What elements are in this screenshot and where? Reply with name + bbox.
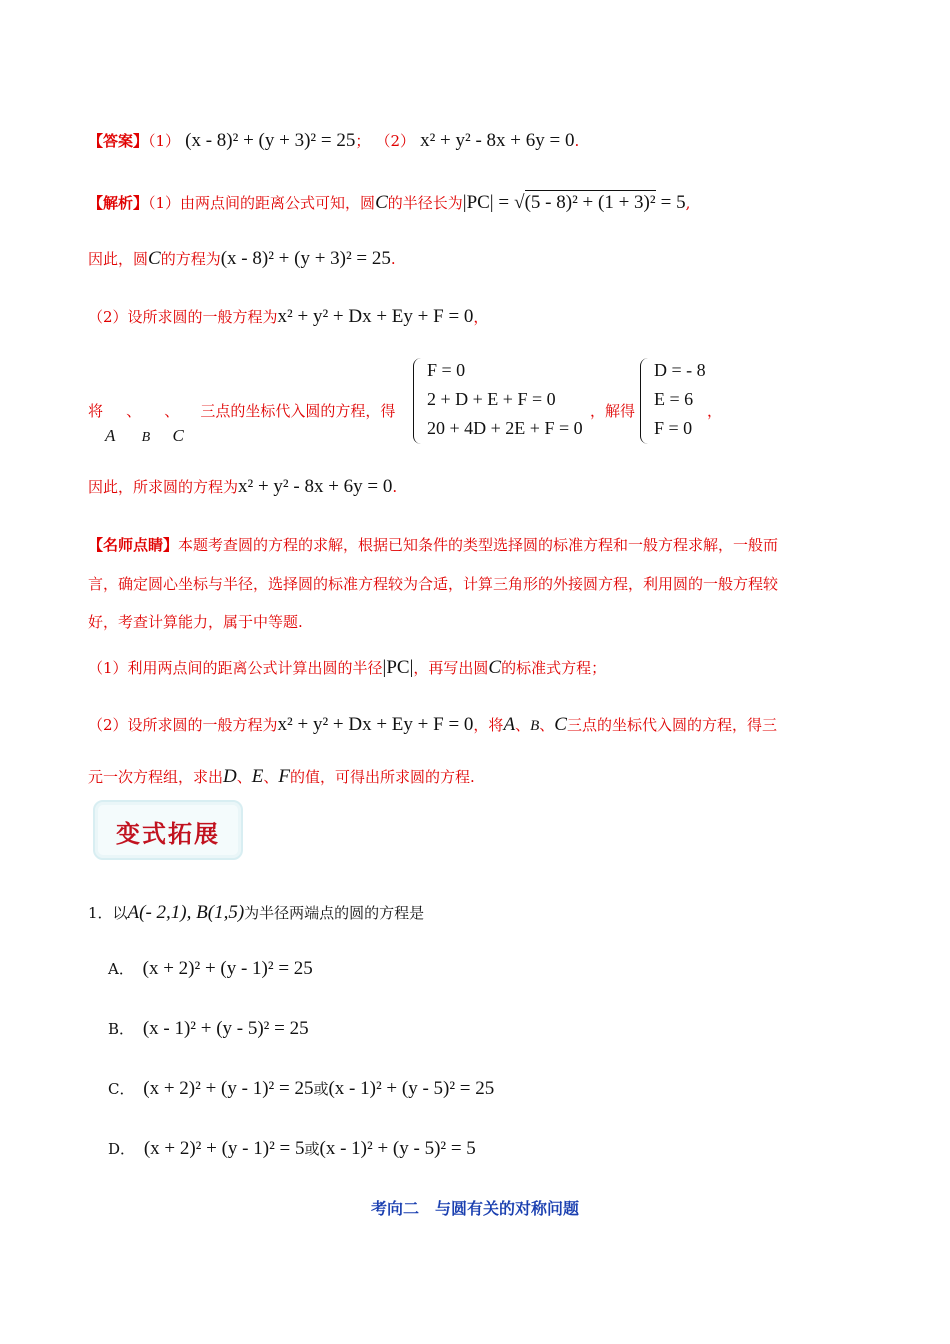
question-text: 为半径两端点的圆的方程是 [244,904,425,922]
tip-l1: 本题考查圆的方程的求解，根据已知条件的类型选择圆的标准方程和一般方程求解，一般而 [178,536,779,554]
option-b[interactable] [108,1018,309,1040]
point-a: A [105,426,116,445]
analysis-l3-eq: x² + y² + Dx + Ey + F = 0 [277,306,474,327]
tip-l6-b: 的值，可得出所求圆的方程. [290,768,475,786]
tip-l5-c: 三点的坐标代入圆的方程，得三 [566,716,777,734]
tip-l6-a: 元一次方程组，求出 [88,768,224,786]
analysis-l5-eq: x² + y² - 8x + 6y = 0 [238,476,393,497]
option-b-label: B． [108,1020,135,1038]
tip-l5-eq: x² + y² + Dx + Ey + F = 0 [277,714,474,735]
tip-l5-sep2: 、 [539,716,555,734]
answer-part1: （1） [148,132,181,150]
analysis-l2-end: . [390,250,396,268]
analysis-l4-a: 将 [88,402,104,420]
option-c-eq2: (x - 1)² + (y - 5)² = 25 [328,1078,495,1099]
answer-line [88,130,579,152]
variant-badge-label: 变式拓展 [116,819,220,848]
tip-l5-c-point: C [554,714,567,735]
system-row-3: 20 + 4D + 2E + F = 0 [427,418,583,438]
tip-l4-b: ，再写出圆 [413,659,489,677]
option-d-eq2: (x - 1)² + (y - 5)² = 5 [319,1138,476,1159]
analysis-l2-b: 的方程为 [160,250,221,268]
point-b: B [141,430,151,445]
answer-eq2: x² + y² - 8x + 6y = 0 [420,130,575,151]
question-number: 1．以 [88,904,128,922]
solution-row-1: D = - 8 [654,360,706,380]
analysis-line-5 [88,476,397,498]
tip-l6-d: D [223,766,237,787]
tip-l6-sep2: 、 [263,768,279,786]
analysis-l2-a: 因此，圆 [88,250,149,268]
system-equations [413,358,593,448]
answer-end: . [574,132,580,150]
solution-row-2: E = 6 [654,389,694,409]
analysis-line-1: 【解析】（1）由两点间的距离公式可知，圆C的半径长为|PC| = √(5 - 8)² + (1 + 3)² = 5, [88,192,691,213]
analysis-l1-sqrt: (5 - 8)² + (1 + 3)² [524,192,656,213]
tip-l4-pc: |PC| [382,657,414,678]
analysis-l5-end: . [392,478,398,496]
system-solution [640,358,710,448]
tip-tag: 【名师点睛】 [88,536,179,554]
tip-l5-b: ，将 [473,716,504,734]
option-a-label: A． [108,960,134,978]
analysis-solve-label: ，解得 [590,402,636,420]
analysis-l4-end: ， [707,402,723,420]
analysis-l1-end: , [685,194,691,212]
analysis-l4-b: 三点的坐标代入圆的方程，得 [200,402,396,420]
option-d-label: D． [108,1140,136,1158]
analysis-line-4 [88,400,395,421]
option-c-eq: (x + 2)² + (y - 1)² = 25 [143,1078,314,1099]
option-d-eq: (x + 2)² + (y - 1)² = 5 [143,1138,305,1159]
solution-row-3: F = 0 [654,418,693,438]
analysis-l4-sep2: 、 [164,402,180,420]
analysis-l1-b: 的半径长为 [387,194,463,212]
analysis-line-3 [88,306,488,328]
analysis-line-2 [88,248,396,270]
tip-line-2: 言，确定圆心坐标与半径，选择圆的标准方程较为合适，计算三角形的外接圆方程，利用圆的一般方程较 [88,575,779,593]
point-c: C [172,426,184,445]
tip-l5-b-point: B [530,718,540,734]
tip-l6-f: F [278,766,290,787]
analysis-l2-eq: (x - 8)² + (y + 3)² = 25 [220,248,391,269]
tip-l6-sep1: 、 [236,768,252,786]
analysis-l1-pc: |PC| = [462,192,510,213]
tip-l4-a: （1）利用两点间的距离公式计算出圆的半径 [88,659,383,677]
tip-line-6 [88,766,475,788]
analysis-l1-c: C [375,192,388,213]
system-row-1: F = 0 [427,360,466,380]
system-row-2: 2 + D + E + F = 0 [427,389,556,409]
analysis-l2-c: C [148,248,161,269]
analysis-tag: 【解析】 [88,194,149,212]
analysis-l3-a: （2）设所求圆的一般方程为 [88,308,278,326]
tip-l4-d: 的标准式方程； [501,659,607,677]
analysis-l1-a: （1）由两点间的距离公式可知，圆 [148,194,376,212]
option-a[interactable] [108,958,313,980]
analysis-l4-sep1: 、 [126,402,142,420]
tip-line-3: 好，考查计算能力，属于中等题. [88,613,303,631]
tip-l5-a: （2）设所求圆的一般方程为 [88,716,278,734]
answer-part2: （2） [375,132,415,150]
tip-line-4 [88,657,606,679]
option-b-eq: (x - 1)² + (y - 5)² = 25 [142,1018,309,1039]
option-a-eq: (x + 2)² + (y - 1)² = 25 [142,958,313,979]
tip-l5-sep1: 、 [515,716,531,734]
option-d[interactable] [108,1138,476,1160]
answer-tag: 【答案】 [88,132,149,150]
analysis-l5-a: 因此，所求圆的方程为 [88,478,239,496]
question-stem [88,902,424,924]
analysis-l3-end: ， [473,308,489,326]
analysis-points [105,426,184,446]
analysis-l1-eq: = 5 [660,192,686,213]
option-c-or: 或 [313,1080,329,1098]
variant-badge [93,800,243,860]
tip-line-1 [88,534,778,555]
tip-l5-a-point: A [503,714,516,735]
tip-line-5 [88,714,777,736]
option-c-label: C． [108,1080,135,1098]
answer-eq1: (x - 8)² + (y + 3)² = 25 [185,130,356,151]
option-d-or: 或 [304,1140,320,1158]
question-points: A(- 2,1), B(1,5) [127,902,245,923]
tip-l6-e: E [251,766,264,787]
option-c[interactable] [108,1078,494,1100]
answer-sep: ； [355,132,371,150]
section-title: 考向二 与圆有关的对称问题 [370,1199,579,1218]
tip-l4-c: C [488,657,502,678]
